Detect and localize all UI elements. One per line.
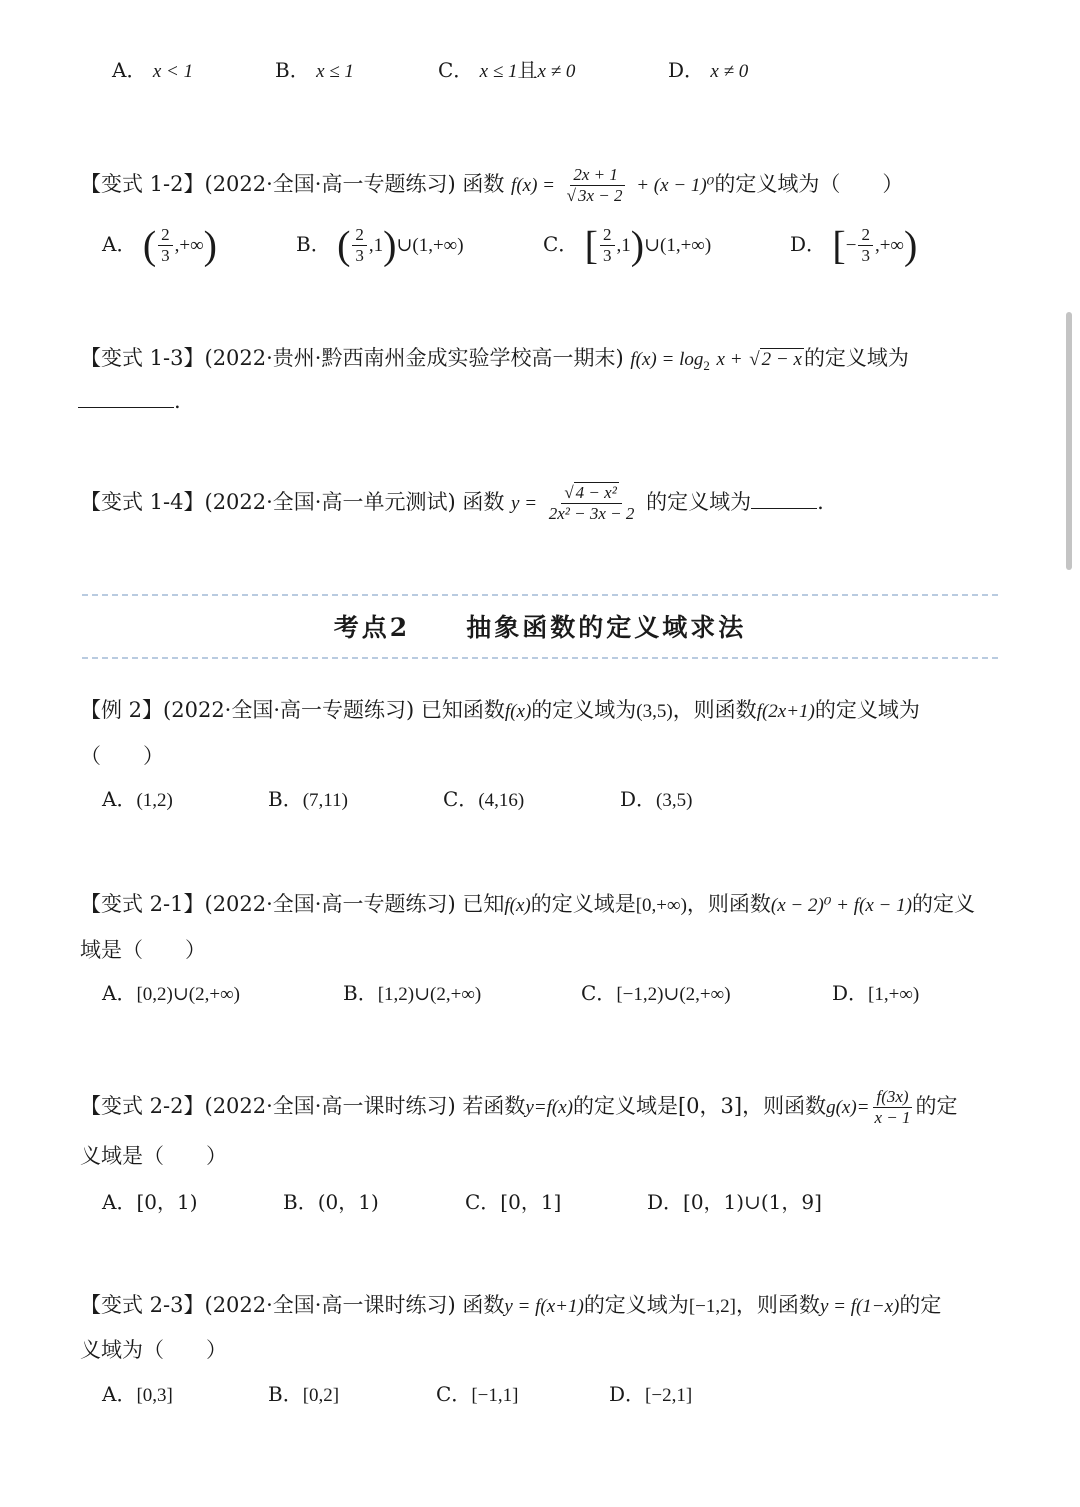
function-tail: + (x − 1)⁰ (636, 175, 715, 196)
question-label: 【变式 1-3】 (80, 346, 205, 370)
question-label: 【变式 2-1】 (80, 892, 205, 916)
option-math: x ≤ 1 (479, 61, 518, 82)
option-c (438, 55, 575, 87)
question-2-2-line2: 义域是（ ） (80, 1144, 227, 1168)
question-source: (2022·贵州·黔西南州金成实验学校高一期末) (204, 346, 624, 370)
section-divider-bottom (82, 657, 998, 659)
question-label: 【变式 1-2】 (80, 172, 205, 196)
question-label: 【例 2】 (80, 698, 164, 722)
question-tail: 的定义域为（ ） (714, 172, 904, 196)
question-source: (2022·全国·高一课时练习) 函数 (204, 1293, 505, 1317)
answer-blank: . (78, 386, 181, 416)
option-math: x < 1 (152, 61, 194, 82)
option-d: D． [− $\frac{2}{3}$ ,+∞) (790, 222, 918, 268)
option-d: D．[1,+∞) (832, 981, 920, 1005)
example-2: 【例 2】(2022·全国·高一专题练习) 已知函数f(x)的定义域为(3,5)，则函数f(2x+1)的定义域为 (80, 698, 920, 722)
option-b: B．[1,2)∪(2,+∞) (343, 981, 482, 1005)
option-letter: B． (296, 232, 331, 256)
question-source: (2022·全国·高一专题练习) 已知 (204, 892, 505, 916)
option-a: A．[0,2)∪(2,+∞) (102, 981, 240, 1005)
fraction-denominator: 3x − 2 (578, 186, 623, 205)
section-divider-top (82, 594, 998, 596)
option-b (275, 55, 354, 87)
option-math: x ≠ 0 (537, 61, 576, 82)
function-lhs: f(x) = (511, 175, 555, 196)
function-lhs: y = (511, 493, 538, 514)
option-c: C．[−1,2)∪(2,+∞) (581, 981, 731, 1005)
option-d (668, 55, 748, 87)
question-source: (2022·全国·高一专题练习) 已知函数 (163, 698, 505, 722)
question-2-1: 【变式 2-1】(2022·全国·高一专题练习) 已知f(x)的定义域是[0,+∞)，则函数(x − 2)⁰ + f(x − 1)的定义 (80, 892, 975, 916)
option-b: B．(7,11) (268, 787, 348, 811)
option-b: B．(0，1) (283, 1190, 379, 1214)
option-c: C．(4,16) (443, 787, 525, 811)
fraction: $\frac{2x + 1}{√ 3x - 2}$ (566, 165, 623, 205)
function-lhs: f(x) = log (630, 349, 704, 370)
question-source: (2022·全国·高一课时练习) 若函数 (204, 1094, 526, 1118)
option-letter: D． (790, 232, 827, 256)
question-source: (2022·全国·高一单元测试) 函数 (204, 490, 505, 514)
fraction-numerator: 2x + 1 (570, 165, 621, 186)
option-b: B．[0,2] (268, 1382, 340, 1406)
question-label: 【变式 2-3】 (80, 1293, 205, 1317)
option-c: C． [ $\frac{2}{3}$ ,1)∪(1,+∞) (543, 222, 712, 268)
option-c: C．[−1,1] (436, 1382, 519, 1406)
option-letter: A． (112, 58, 147, 82)
vertical-scrollbar[interactable] (1066, 312, 1072, 570)
fraction-denominator: 2x² − 3x − 2 (548, 504, 635, 523)
option-b: B． ( $\frac{2}{3}$ ,1)∪(1,+∞) (296, 222, 464, 268)
option-letter: C． (543, 232, 579, 256)
fraction: $\frac{\text{√ 4 − x²}}{\text{2x² − 3x − 2}}$ (546, 483, 638, 524)
question-2-1-line2: 域是（ ） (80, 938, 206, 962)
option-a (112, 55, 193, 87)
option-letter: B． (275, 58, 310, 82)
option-d: D．[−2,1] (609, 1382, 693, 1406)
question-tail: 的定义域为 (803, 346, 909, 370)
question-tail: 的定义域为 (646, 490, 752, 514)
question-1-3: 【变式 1-3】(2022·贵州·黔西南州金成实验学校高一期末) $f(x) = \log_2 x$ + √ 2 − x的定义域为 (80, 346, 909, 374)
question-2-3-line2: 义域为（ ） (80, 1338, 227, 1362)
option-conjunction: 且 (517, 58, 538, 82)
option-d: D．[0，1)∪(1，9] (647, 1190, 822, 1214)
sqrt-term: 2 − x (761, 349, 802, 370)
function-mid: x + (716, 349, 743, 370)
question-label: 【变式 2-2】 (80, 1094, 205, 1118)
question-2-2: 【变式 2-2】(2022·全国·高一课时练习) 若函数y=f(x)的定义域是[0，3]，则函数g(x)= $\frac{f(3x)}{x - 1}$ 的定 (80, 1087, 958, 1127)
answer-parentheses: （ ） (80, 744, 164, 768)
option-a: A．[0，1) (102, 1190, 198, 1214)
option-a: A． ( $\frac{2}{3}$ ,+∞) (102, 222, 217, 268)
section-title: 考点2 抽象函数的定义域求法 (333, 613, 747, 642)
question-2-3: 【变式 2-3】(2022·全国·高一课时练习) 函数y = f(x+1)的定义域为[−1,2]，则函数y = f(1−x)的定 (80, 1293, 942, 1317)
option-a: A．[0,3] (102, 1382, 173, 1406)
question-1-4: 【变式 1-4】(2022·全国·高一单元测试) 函数 y = $\frac{\text{√ 4 − x²}}{\text{2x² − 3x − 2}}$ 的定义域为 . (80, 483, 824, 523)
option-letter: C． (438, 58, 474, 82)
option-c: C．[0，1] (465, 1190, 562, 1214)
question-label: 【变式 1-4】 (80, 490, 205, 514)
option-math: x ≠ 0 (710, 61, 749, 82)
option-math: x ≤ 1 (316, 61, 354, 82)
question-source: (2022·全国·高一专题练习) 函数 (204, 172, 505, 196)
log-base: 2 (703, 358, 710, 374)
option-letter: D． (668, 58, 705, 82)
option-letter: A． (102, 232, 137, 256)
option-d: D．(3,5) (620, 787, 693, 811)
option-a: A．(1,2) (102, 787, 173, 811)
fraction-numerator: 4 − x² (575, 483, 617, 502)
question-1-2 (80, 163, 903, 207)
